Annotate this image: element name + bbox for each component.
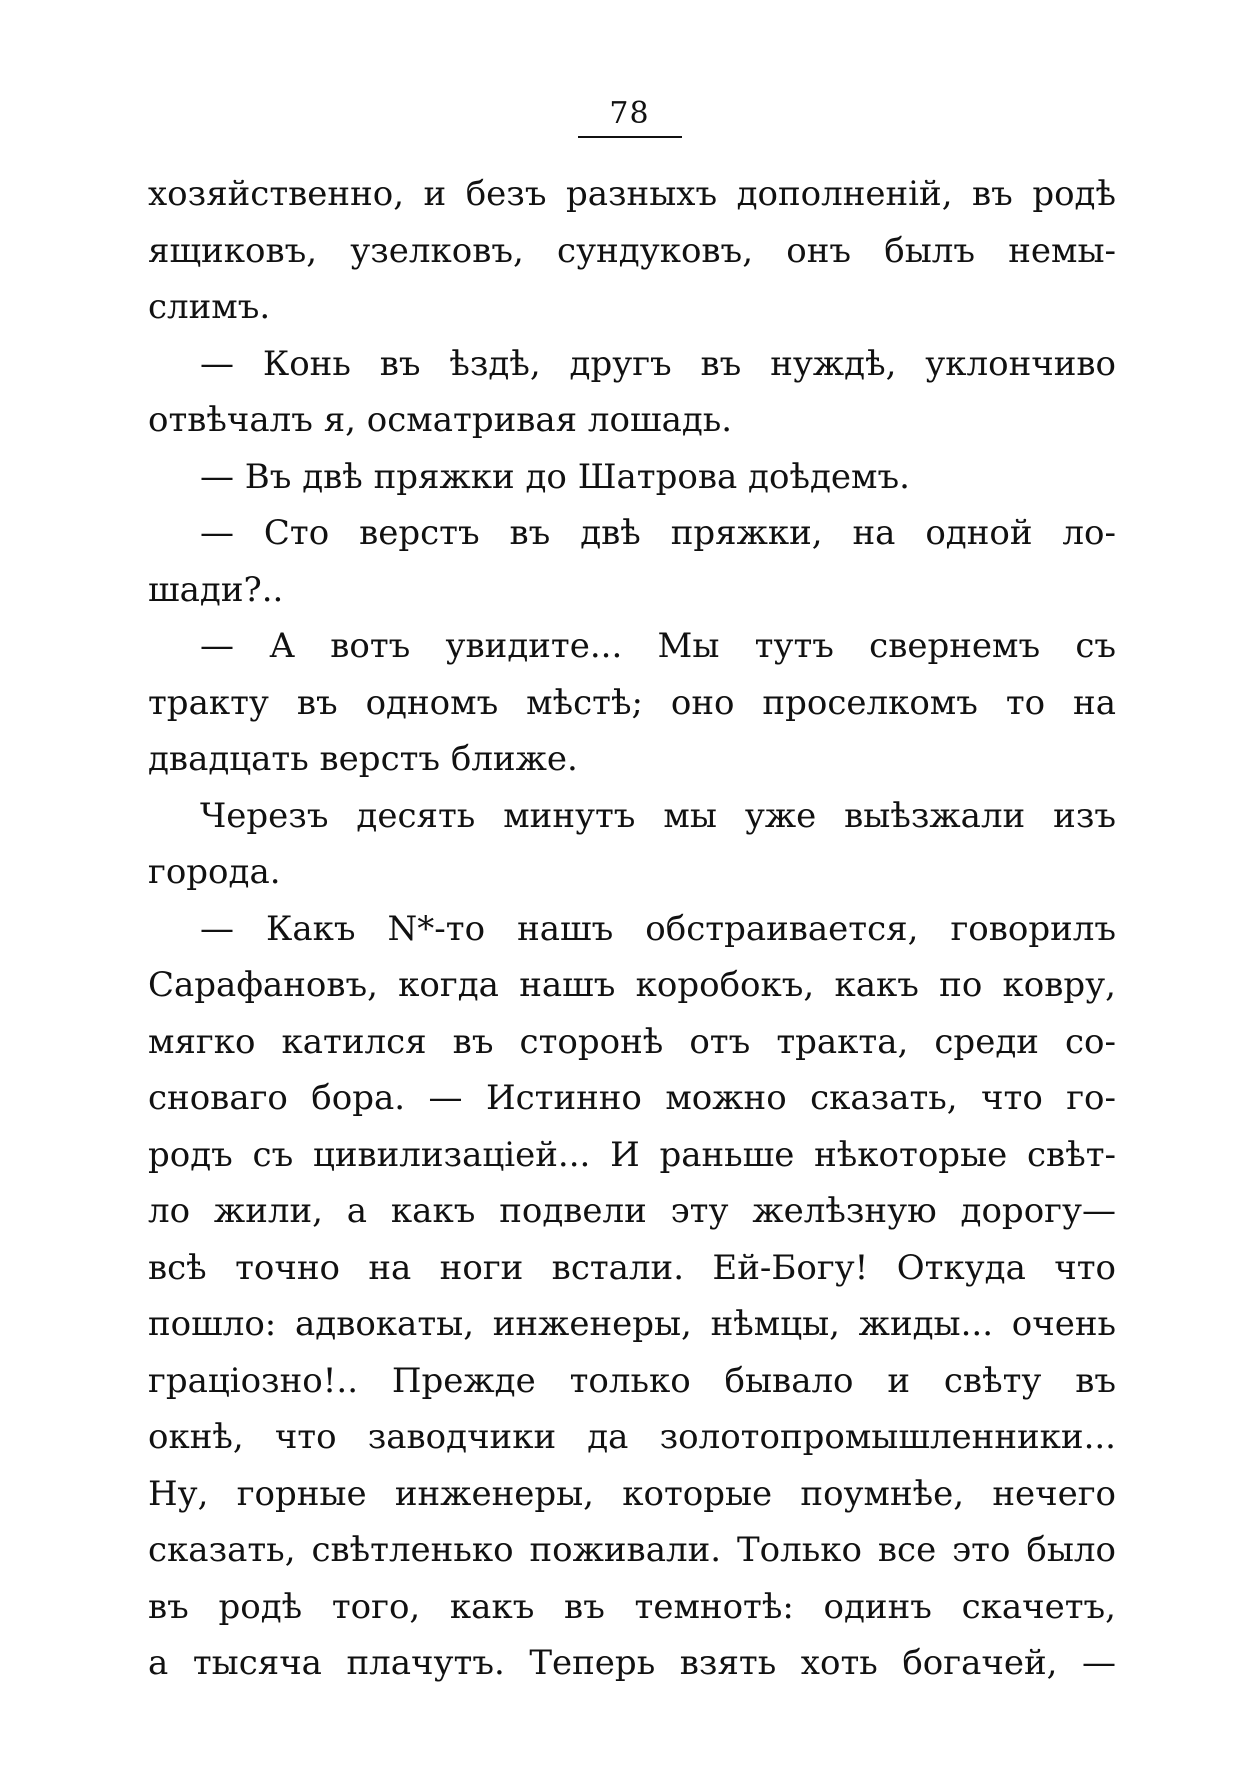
text-line: ящиковъ, узелковъ, сундуковъ, онъ былъ немы- xyxy=(148,230,1116,271)
text-line: Сарафановъ, когда нашъ коробокъ, какъ по ковру, xyxy=(148,965,1116,1005)
text-line: а тысяча плачутъ. Теперь взять хоть богачей, — xyxy=(148,1643,1116,1683)
text-line: — Сто верстъ въ двѣ пряжки, на одной ло- xyxy=(200,513,1116,553)
text-line: граціозно!.. Прежде только бывало и свѣту въ xyxy=(148,1360,1116,1401)
text-line: Ну, горные инженеры, которые поумнѣе, нечего xyxy=(148,1473,1116,1514)
text-line: родъ съ цивилизаціей... И раньше нѣкоторые свѣт- xyxy=(148,1134,1116,1175)
text-line: слимъ. xyxy=(148,287,271,327)
text-line: города. xyxy=(148,852,281,892)
text-line: — Въ двѣ пряжки до Шатрова доѣдемъ. xyxy=(200,456,910,497)
text-line: Черезъ десять минутъ мы уже выѣзжали изъ xyxy=(200,795,1116,836)
text-line: пошло: адвокаты, инженеры, нѣмцы, жиды... очень xyxy=(148,1304,1116,1344)
text-line: всѣ точно на ноги встали. Ей-Богу! Откуда что xyxy=(148,1247,1116,1288)
text-line: окнѣ, что заводчики да золотопромышленники... xyxy=(148,1417,1116,1457)
text-line: тракту въ одномъ мѣстѣ; оно проселкомъ то на xyxy=(148,682,1116,723)
page-number: 78 xyxy=(609,96,650,131)
text-line: — Какъ N*-то нашъ обстраивается, говорилъ xyxy=(200,908,1116,949)
text-line: сказать, свѣтленько поживали. Только все это было xyxy=(148,1530,1116,1570)
text-line: отвѣчалъ я, осматривая лошадь. xyxy=(148,400,733,440)
text-line: сноваго бора. — Истинно можно сказать, что го- xyxy=(148,1078,1116,1118)
text-line: хозяйственно, и безъ разныхъ дополненій, въ родѣ xyxy=(148,174,1116,214)
text-line: мягко катился въ сторонѣ отъ тракта, среди со- xyxy=(148,1021,1116,1062)
page-number-rule xyxy=(578,136,682,138)
text-line: шади?.. xyxy=(148,569,284,610)
text-line: въ родѣ того, какъ въ темнотѣ: одинъ скачетъ, xyxy=(148,1586,1116,1627)
text-line: двадцать верстъ ближе. xyxy=(148,739,578,779)
text-line: ло жили, а какъ подвели эту желѣзную дорогу— xyxy=(148,1191,1116,1231)
text-line: — А вотъ увидите... Мы тутъ свернемъ съ xyxy=(200,626,1116,666)
body-text xyxy=(148,166,1116,1692)
text-line: — Конь въ ѣздѣ, другъ въ нуждѣ, уклончиво xyxy=(200,343,1116,384)
